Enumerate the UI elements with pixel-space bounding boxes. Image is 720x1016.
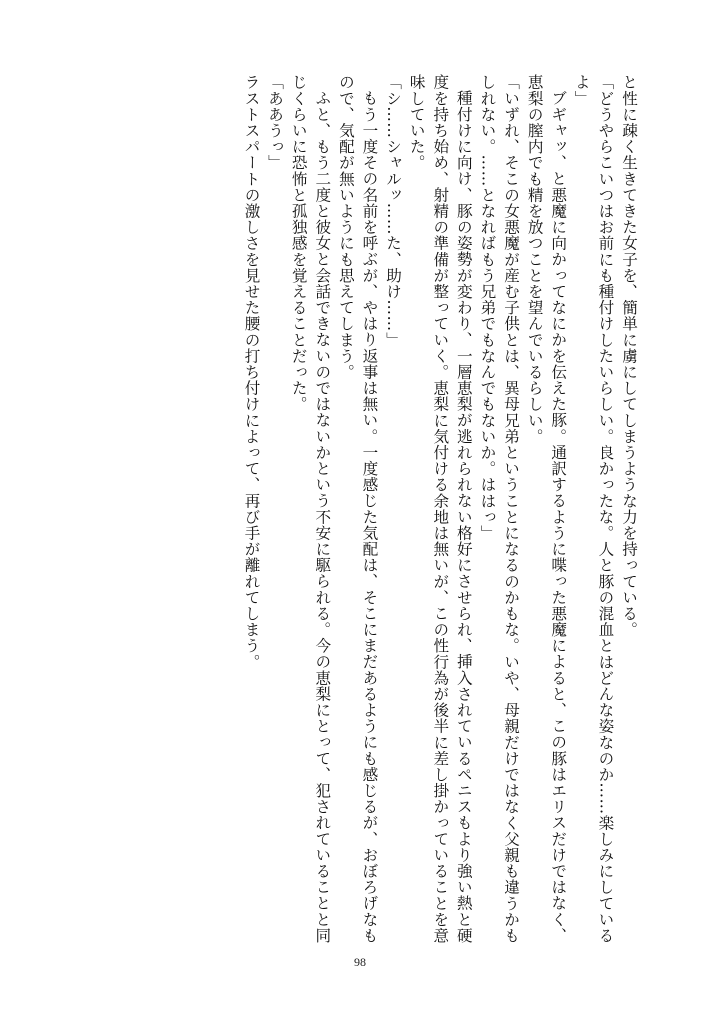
paragraph: 「どうやらこいつはお前にも種付けしたいらしい。良かったな。人と豚の混血とはどんな姿なのか……楽しみにしているよ」	[572, 74, 615, 944]
paragraph: 「ああうっ」	[266, 74, 285, 171]
paragraph: と性に疎く生きてきた女子を、簡単に虜にしてしまうような力を持っている。	[620, 74, 638, 638]
vertical-text-body	[70, 74, 640, 954]
paragraph: もう一度その名前を呼ぶが、やはり返事は無い。一度感じた気配は、そこにまだあるようにも感じるが、おぼろげなもので、気配が無いようにも思えてしまう。	[336, 74, 379, 943]
paragraph: 種付けに向け、豚の姿勢が変わり、一層恵梨が逃れられない格好にさせられ、挿入されているペニスもより強い熱と硬度を持ち始め、射精の準備が整っていく。恵梨に気付ける余地は無いが、この性行為が後半に差し掛かっていることを意味していた。	[407, 74, 473, 944]
paragraph: ふと、もう二度と彼女と会話できないのではないかという不安に駆られる。今の恵梨にとって、犯されていることと同じくらいに恐怖と孤独感を覚えることだった。	[289, 74, 332, 943]
page-number: 98	[354, 955, 366, 969]
paragraph: 「シ……シャルッ……た、助け……」	[384, 74, 403, 348]
paragraph: ラストスパートの激しさを見せた腰の打ち付けによって、再び手が離れてしまう。	[242, 74, 261, 670]
paragraph: ブギャッ、と悪魔に向かってなにかを伝えた豚。通訳するように喋った悪魔によると、この豚はエリスだけではなく、恵梨の膣内でも精を放つことを望んでいるらしい。	[525, 74, 568, 943]
paragraph: 「いずれ、そこの女悪魔が産む子供とは、異母兄弟ということになるのかもな。いや、母親だけではなく父親も違うかもしれない。……となればもう兄弟でもなんでもないか。ははっ」	[478, 74, 521, 944]
